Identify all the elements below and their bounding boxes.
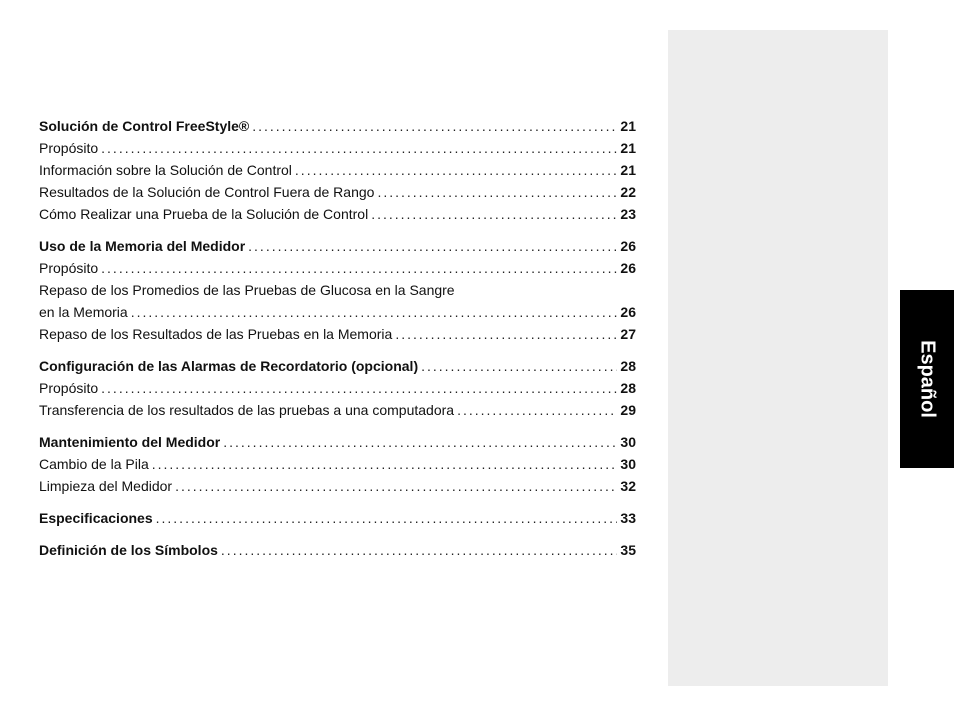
toc-entry-title: Repaso de los Resultados de las Pruebas en la Memoria [39, 326, 393, 342]
toc-section-symbols [39, 539, 636, 561]
toc-page-number: 35 [620, 542, 636, 558]
toc-page-number: 21 [620, 140, 636, 156]
toc-entry-title: Solución de Control FreeStyle® [39, 118, 250, 134]
toc-leader-dots [371, 203, 617, 225]
toc-entry-title: Limpieza del Medidor [39, 478, 173, 494]
toc-entry[interactable] [39, 323, 636, 345]
toc-leader-dots [248, 235, 617, 257]
toc-entry[interactable] [39, 137, 636, 159]
toc-entry-title: Resultados de la Solución de Control Fuera de Rango [39, 184, 375, 200]
toc-page-number: 26 [620, 238, 636, 254]
toc-leader-dots [131, 301, 618, 323]
toc-entry-title: Información sobre la Solución de Control [39, 162, 292, 178]
toc-entry[interactable] [39, 475, 636, 497]
toc-leader-dots [152, 453, 618, 475]
toc-page-number: 28 [620, 358, 636, 374]
toc-page-number: 32 [620, 478, 636, 494]
toc-page-number: 26 [620, 304, 636, 320]
toc-entry-title: Mantenimiento del Medidor [39, 434, 221, 450]
table-of-contents [39, 115, 636, 571]
toc-page-number: 21 [620, 162, 636, 178]
toc-page-number: 29 [620, 402, 636, 418]
toc-entry-title: Uso de la Memoria del Medidor [39, 238, 246, 254]
toc-page-number: 21 [620, 118, 636, 134]
language-tab[interactable] [900, 290, 954, 468]
toc-entry-title-line1[interactable]: Repaso de los Promedios de las Pruebas de Glucosa en la Sangre [39, 282, 455, 298]
toc-entry-title: Especificaciones [39, 510, 153, 526]
toc-entry[interactable] [39, 355, 636, 377]
toc-entry[interactable] [39, 203, 636, 225]
toc-entry[interactable] [39, 539, 636, 561]
toc-leader-dots [223, 431, 617, 453]
toc-leader-dots [101, 137, 617, 159]
toc-entry[interactable] [39, 399, 636, 421]
toc-entry[interactable] [39, 453, 636, 475]
toc-entry-title: Definición de los Símbolos [39, 542, 218, 558]
toc-section-meter-memory [39, 235, 636, 345]
toc-leader-dots [377, 181, 617, 203]
toc-leader-dots [175, 475, 617, 497]
toc-page-number: 33 [620, 510, 636, 526]
toc-page-number: 22 [620, 184, 636, 200]
toc-entry-title: Propósito [39, 380, 99, 396]
toc-entry[interactable] [39, 115, 636, 137]
toc-leader-dots [101, 377, 617, 399]
toc-entry[interactable] [39, 159, 636, 181]
toc-entry[interactable] [39, 431, 636, 453]
toc-leader-dots [252, 115, 617, 137]
toc-entry-title: Transferencia de los resultados de las pruebas a una computadora [39, 402, 455, 418]
toc-section-specifications [39, 507, 636, 529]
toc-page-number: 30 [620, 456, 636, 472]
toc-entry[interactable] [39, 181, 636, 203]
toc-entry[interactable] [39, 377, 636, 399]
toc-entry-title: en la Memoria [39, 304, 128, 320]
margin-panel [668, 30, 888, 686]
toc-section-reminder-alarms [39, 355, 636, 421]
toc-entry[interactable] [39, 235, 636, 257]
toc-leader-dots [101, 257, 617, 279]
toc-entry-title: Propósito [39, 260, 99, 276]
toc-entry[interactable] [39, 507, 636, 529]
toc-leader-dots [421, 355, 617, 377]
toc-leader-dots [457, 399, 617, 421]
toc-leader-dots [221, 539, 618, 561]
toc-entry-title: Cambio de la Pila [39, 456, 149, 472]
toc-leader-dots [295, 159, 618, 181]
toc-entry[interactable] [39, 257, 636, 279]
toc-entry[interactable] [39, 301, 636, 323]
toc-leader-dots [156, 507, 618, 529]
toc-leader-dots [395, 323, 617, 345]
toc-section-control-solution [39, 115, 636, 225]
toc-page-number: 27 [620, 326, 636, 342]
toc-entry-title: Configuración de las Alarmas de Recordatorio (opcional) [39, 358, 419, 374]
toc-page-number: 26 [620, 260, 636, 276]
toc-section-maintenance [39, 431, 636, 497]
language-tab-label: Español [916, 340, 939, 418]
toc-page-number: 23 [620, 206, 636, 222]
toc-page-number: 28 [620, 380, 636, 396]
toc-page-number: 30 [620, 434, 636, 450]
toc-entry-title: Cómo Realizar una Prueba de la Solución de Control [39, 206, 369, 222]
toc-entry-title: Propósito [39, 140, 99, 156]
